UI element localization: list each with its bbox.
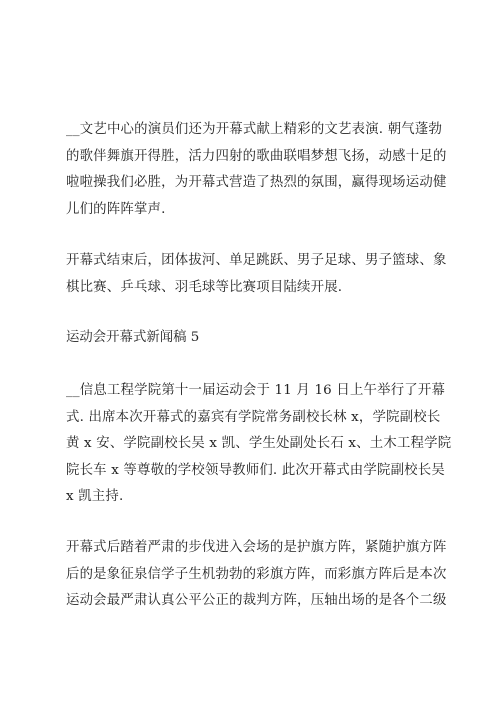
text-line: 后的是象征泉信学子生机勃勃的彩旗方阵，而彩旗方阵后是本次 bbox=[66, 566, 447, 582]
paragraph-procession bbox=[66, 535, 458, 615]
text-line: 开幕式结束后，团体拔河、单足跳跃、男子足球、男子篮球、象 bbox=[66, 253, 447, 268]
text-line: 棋比赛、乒乓球、羽毛球等比赛项目陆续开展. bbox=[66, 279, 343, 295]
text-line: __信息工程学院第十一届运动会于 11 月 16 日上午举行了开幕 bbox=[66, 383, 446, 398]
text-line: 运动会最严肃认真公平公正的裁判方阵，压轴出场的是各个二级 bbox=[66, 593, 447, 608]
text-line: 黄 x 安、学院副校长吴 x 凯、学生处副处长石 x、土木工程学院 bbox=[66, 436, 452, 451]
text-line: 的歌伴舞旗开得胜，活力四射的歌曲联唱梦想飞扬，动感十足的 bbox=[66, 148, 447, 164]
text-line: x 凯主持. bbox=[66, 489, 124, 504]
text-line: __文艺中心的演员们还为开幕式献上精彩的文艺表演. 朝气蓬勃 bbox=[66, 122, 443, 137]
paragraph-performance bbox=[66, 117, 458, 223]
section-heading: 运动会开幕式新闻稿 5 bbox=[66, 330, 200, 345]
paragraph-events bbox=[66, 248, 458, 301]
paragraph-opening-ceremony bbox=[66, 378, 458, 511]
text-line: 儿们的阵阵掌声. bbox=[66, 201, 166, 217]
text-line: 开幕式后踏着严肃的步伐进入会场的是护旗方阵，紧随护旗方阵 bbox=[66, 540, 447, 555]
text-line: 啦啦操我们必胜，为开幕式营造了热烈的氛围，赢得现场运动健 bbox=[66, 175, 447, 190]
text-line: 式. 出席本次开幕式的嘉宾有学院常务副校长林 x，学院副校长 bbox=[66, 409, 441, 425]
text-line: 院长车 x 等尊敬的学校领导教师们. 此次开幕式由学院副校长吴 bbox=[66, 462, 445, 478]
